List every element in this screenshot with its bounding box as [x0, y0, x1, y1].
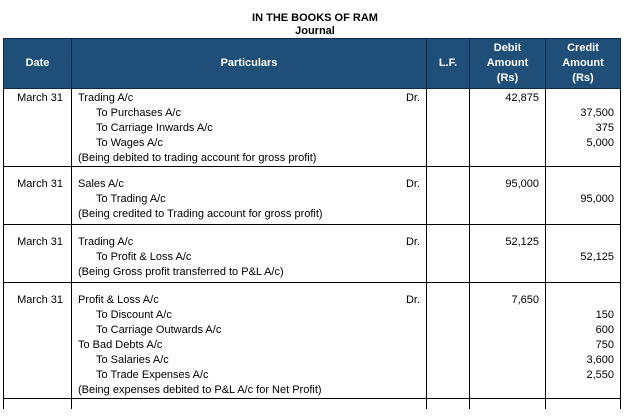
credit-amounts-cell [546, 89, 621, 167]
credit-amount: 600 [595, 324, 614, 336]
credit-account: To Bad Debts A/c [78, 339, 163, 351]
journal-table [3, 38, 621, 409]
credit-account: To Discount A/c [96, 309, 172, 321]
dr-marker: Dr. [405, 236, 420, 248]
credit-account: To Wages A/c [96, 137, 163, 149]
credit-amount: 5,000 [586, 137, 614, 149]
credit-amount: 3,600 [586, 354, 614, 366]
header-particulars: Particulars [72, 39, 427, 89]
debit-account: Sales A/c [78, 178, 124, 190]
credit-account: To Trade Expenses A/c [96, 369, 209, 381]
debit-account: Profit & Loss A/c [78, 294, 159, 306]
narration: (Being credited to Trading account for gross profit) [78, 208, 323, 220]
particulars-cell [72, 89, 427, 167]
lf-cell [427, 225, 470, 283]
credit-amounts-cell [546, 225, 621, 283]
credit-amount: 52,125 [580, 251, 614, 263]
debit-account: Trading A/c [78, 236, 134, 248]
book-title: IN THE BOOKS OF RAM [252, 12, 378, 24]
debit-amount: 52,125 [470, 225, 546, 283]
credit-amounts-cell [546, 167, 621, 225]
credit-amount: 750 [595, 339, 614, 351]
dr-marker: Dr. [405, 178, 420, 190]
credit-account: To Salaries A/c [96, 354, 169, 366]
credit-amount: 95,000 [580, 193, 614, 205]
entry-date: March 31 [4, 167, 72, 225]
dr-marker: Dr. [405, 294, 420, 306]
header-credit: Credit Amount (Rs) [546, 39, 621, 89]
narration: (Being debited to trading account for gross profit) [78, 152, 317, 164]
entry-date: March 31 [4, 225, 72, 283]
credit-amount: 2,550 [586, 369, 614, 381]
narration: (Being Gross profit transferred to P&L A/c) [78, 266, 284, 278]
journal-subtitle: Journal [295, 25, 335, 37]
lf-cell [427, 283, 470, 399]
credit-account: To Trading A/c [96, 193, 166, 205]
entry-date: March 31 [4, 283, 72, 399]
credit-amounts-cell [546, 283, 621, 399]
spacer-row [4, 399, 621, 409]
debit-amount: 95,000 [470, 167, 546, 225]
table-header-row [4, 39, 621, 89]
particulars-cell [72, 283, 427, 399]
credit-account: To Carriage Inwards A/c [96, 122, 213, 134]
header-date: Date [4, 39, 72, 89]
lf-cell [427, 167, 470, 225]
dr-marker: Dr. [405, 92, 420, 104]
header-lf: L.F. [427, 39, 470, 89]
document-heading [0, 0, 630, 38]
debit-amount: 7,650 [470, 283, 546, 399]
credit-account: To Purchases A/c [96, 107, 181, 119]
narration: (Being expenses debited to P&L A/c for Net Profit) [78, 384, 322, 396]
header-debit: Debit Amount (Rs) [470, 39, 546, 89]
credit-amount: 37,500 [580, 107, 614, 119]
lf-cell [427, 89, 470, 167]
journal-entry-row [4, 283, 621, 399]
entry-date: March 31 [4, 89, 72, 167]
particulars-cell [72, 225, 427, 283]
journal-entry-row [4, 89, 621, 167]
credit-amount: 150 [595, 309, 614, 321]
journal-entry-row [4, 225, 621, 283]
journal-entry-row [4, 167, 621, 225]
particulars-cell [72, 167, 427, 225]
credit-account: To Carriage Outwards A/c [96, 324, 222, 336]
credit-amount: 375 [595, 122, 614, 134]
credit-account: To Profit & Loss A/c [96, 251, 192, 263]
debit-account: Trading A/c [78, 92, 134, 104]
debit-amount: 42,875 [470, 89, 546, 167]
